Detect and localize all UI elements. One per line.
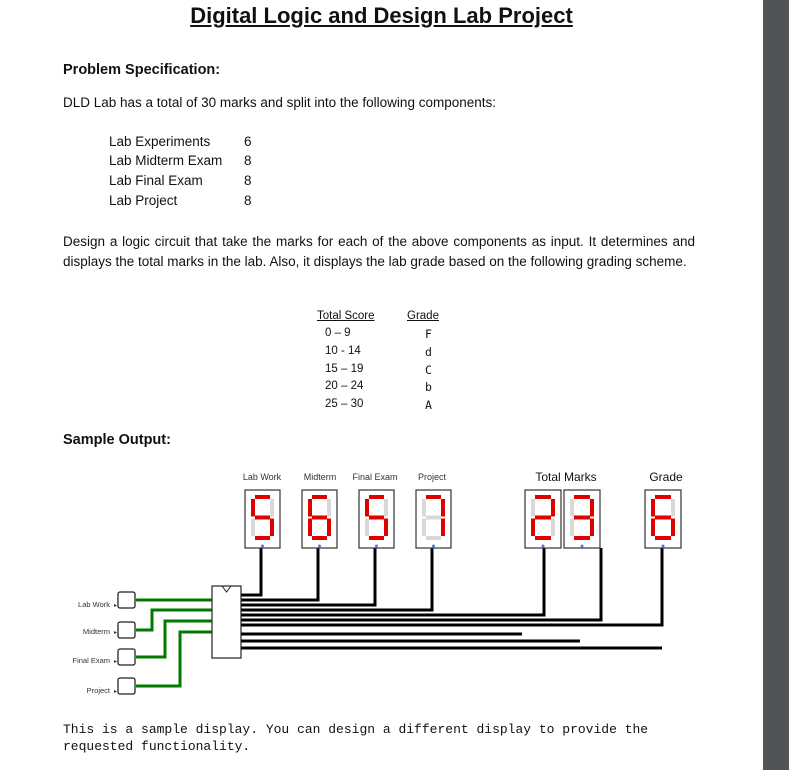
grading-score: 10 - 14 [325, 345, 361, 357]
component-name: Lab Project [109, 193, 178, 208]
grading-grade: d [425, 345, 432, 359]
grading-header-grade: Grade [407, 310, 439, 322]
input-arrow: ▸ [114, 689, 118, 695]
segment-c [327, 519, 331, 537]
segment-f [570, 499, 574, 517]
grading-grade: b [425, 380, 432, 394]
input-label-lab-work: Lab Work [78, 600, 110, 609]
display-pin [261, 545, 264, 548]
intro-text: DLD Lab has a total of 30 marks and split into the following components: [63, 95, 496, 110]
segment-g [655, 516, 671, 520]
segment-f [422, 499, 426, 517]
display-label-midterm: Midterm [303, 472, 337, 482]
component-name: Lab Final Exam [109, 173, 203, 188]
segment-d [574, 536, 590, 540]
segment-a [426, 495, 441, 499]
display-pin [318, 545, 321, 548]
segment-d [426, 536, 441, 540]
segment-f [308, 499, 312, 517]
component-marks: 6 [244, 134, 252, 149]
segment-c [671, 519, 675, 537]
display-pin [542, 545, 545, 548]
display-pin [375, 545, 378, 548]
display-project [416, 490, 451, 548]
input-pin-project[interactable] [118, 678, 135, 694]
segment-g [535, 516, 551, 520]
segment-g [255, 516, 270, 520]
segment-e [251, 519, 255, 537]
segment-g [574, 516, 590, 520]
display-lab-work [245, 490, 280, 548]
segment-e [531, 519, 535, 537]
segment-f [365, 499, 369, 517]
segment-c [270, 519, 274, 537]
problem-heading: Problem Specification: [63, 62, 221, 78]
output-wires [241, 548, 662, 648]
grading-header-score: Total Score [317, 310, 375, 322]
display-label-grade: Grade [649, 470, 683, 484]
segment-g [312, 516, 327, 520]
sample-note: This is a sample display. You can design a different display to provide the requested functionality. [63, 722, 649, 754]
component-name: Lab Midterm Exam [109, 153, 223, 168]
segment-g [426, 516, 441, 520]
input-pin-midterm[interactable] [118, 622, 135, 638]
segment-g [369, 516, 384, 520]
segment-b [671, 499, 675, 517]
display-label-lab-work: Lab Work [242, 472, 282, 482]
segment-e [365, 519, 369, 537]
segment-a [535, 495, 551, 499]
display-pin [432, 545, 435, 548]
display-label-total-marks: Total Marks [535, 470, 597, 484]
input-pin-lab-work[interactable] [118, 592, 135, 608]
page-title: Digital Logic and Design Lab Project [190, 3, 573, 28]
grading-grade: F [425, 327, 432, 341]
segment-c [384, 519, 388, 537]
input-label-final-exam: Final Exam [72, 656, 110, 665]
display-midterm [302, 490, 337, 548]
input-arrow: ▸ [114, 659, 118, 665]
input-label-midterm: Midterm [82, 627, 110, 636]
segment-f [251, 499, 255, 517]
segment-c [441, 519, 445, 537]
segment-e [308, 519, 312, 537]
logic-circuit-block [212, 586, 241, 658]
segment-b [270, 499, 274, 517]
segment-a [574, 495, 590, 499]
display-pin [581, 545, 584, 548]
segment-c [590, 519, 594, 537]
circuit-diagram [0, 460, 763, 710]
display-total-units [564, 490, 600, 548]
segment-b [590, 499, 594, 517]
segment-b [384, 499, 388, 517]
segment-e [651, 519, 655, 537]
input-wires [136, 600, 212, 686]
display-label-final-exam: Final Exam [352, 472, 398, 482]
segment-b [441, 499, 445, 517]
component-marks: 8 [244, 193, 252, 208]
sample-heading: Sample Output: [63, 432, 171, 448]
display-total-tens [525, 490, 561, 548]
segment-f [651, 499, 655, 517]
display-final-exam [359, 490, 394, 548]
scrollbar[interactable] [763, 0, 789, 770]
segment-b [327, 499, 331, 517]
segment-d [535, 536, 551, 540]
segment-d [369, 536, 384, 540]
segment-d [255, 536, 270, 540]
grading-score: 25 – 30 [325, 398, 364, 410]
segment-a [255, 495, 270, 499]
grading-grade: C [425, 363, 432, 377]
display-label-project: Project [417, 472, 447, 482]
design-text: Design a logic circuit that take the marks for each of the above components as input. It determines and displays the total marks in the lab. Also, it displays the lab grade based on the following grading scheme. [63, 234, 695, 269]
component-marks: 8 [244, 173, 252, 188]
input-arrow: ▸ [114, 603, 118, 609]
grading-grade: A [425, 398, 432, 412]
component-marks: 8 [244, 153, 252, 168]
grading-score: 0 – 9 [325, 327, 351, 339]
segment-d [312, 536, 327, 540]
segment-b [551, 499, 555, 517]
display-grade [645, 490, 681, 548]
grading-score: 20 – 24 [325, 380, 364, 392]
segment-a [655, 495, 671, 499]
segment-a [369, 495, 384, 499]
segment-c [551, 519, 555, 537]
segment-d [655, 536, 671, 540]
component-name: Lab Experiments [109, 134, 211, 149]
input-pin-final-exam[interactable] [118, 649, 135, 665]
segment-e [422, 519, 426, 537]
input-label-project: Project [86, 686, 110, 695]
segment-a [312, 495, 327, 499]
segment-e [570, 519, 574, 537]
input-arrow: ▸ [114, 630, 118, 636]
segment-f [531, 499, 535, 517]
display-pin [662, 545, 665, 548]
grading-score: 15 – 19 [325, 363, 364, 375]
